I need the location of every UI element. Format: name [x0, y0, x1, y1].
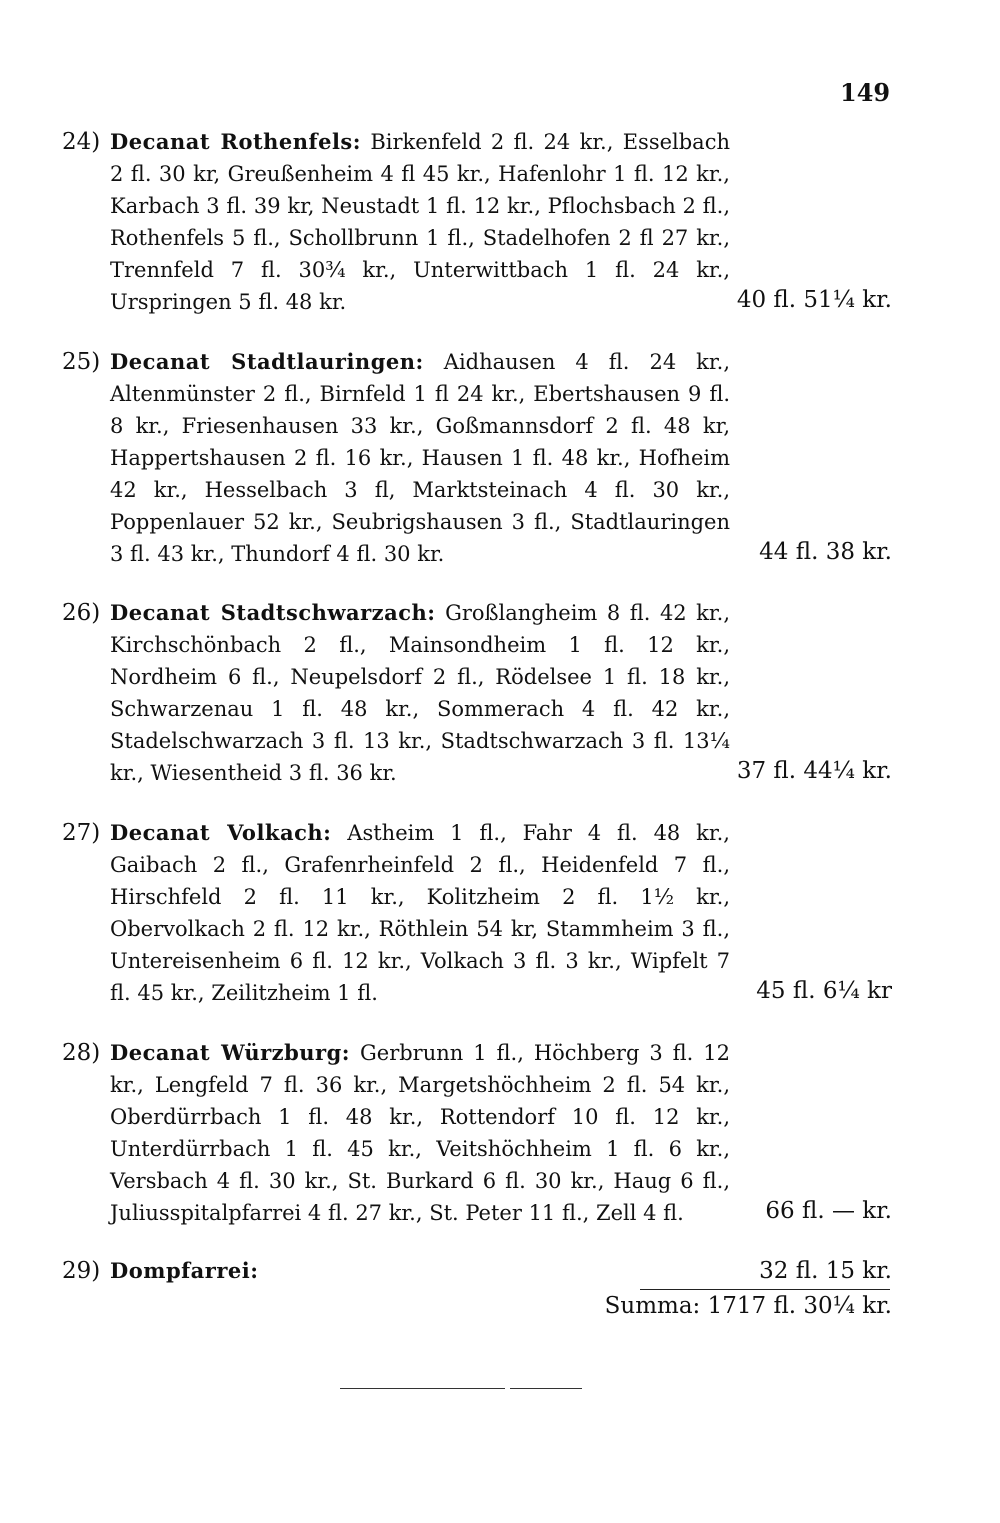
- entry-body: Gerbrunn 1 fl., Höchberg 3 fl. 12 kr., Lengfeld 7 fl. 36 kr., Margetshöchheim 2 fl. 54 kr., Oberdürrbach 1 fl. 48 kr., Rottendorf 10 fl. 12 kr., Unterdürrbach 1 fl. 45 kr., Veitshöchheim 1 fl. 6 kr., Versbach 4 fl. 30 kr., St. Burkard 6 fl. 30 kr., Haug 6 fl., Juliusspitalpfarrei 4 fl. 27 kr., St. Peter 11 fl., Zell 4 fl.: [110, 1041, 730, 1225]
- entry-number: 24): [62, 129, 101, 155]
- entry-body: Großlangheim 8 fl. 42 kr., Kirchschönbach 2 fl., Mainsondheim 1 fl. 12 kr., Nordheim 6 fl., Neupelsdorf 2 fl., Rödelsee 1 fl. 18 kr., Schwarzenau 1 fl. 48 kr., Sommerach 4 fl. 42 kr., Stadelschwarzach 3 fl. 13 kr., Stadtschwarzach 3 fl. 13¼ kr., Wiesentheid 3 fl. 36 kr.: [110, 601, 730, 785]
- entry-text: [110, 346, 730, 570]
- entry-body: Birkenfeld 2 fl. 24 kr., Esselbach 2 fl. 30 kr, Greußenheim 4 fl 45 kr., Hafenlohr 1 fl. 12 kr., Karbach 3 fl. 39 kr, Neustadt 1 fl. 12 kr., Pflochsbach 2 fl., Rothenfels 5 fl., Schollbrunn 1 fl., Stadelhofen 2 fl 27 kr., Trennfeld 7 fl. 30¾ kr., Unterwittbach 1 fl. 24 kr., Urspringen 5 fl. 48 kr.: [110, 130, 730, 314]
- entry-text: [110, 1255, 730, 1287]
- entry-total: 45 fl. 6¼ kr: [756, 978, 892, 1004]
- entry-heading: Decanat Stadtlauringen:: [110, 349, 424, 374]
- entry-total: 66 fl. — kr.: [765, 1198, 892, 1224]
- entry-text: [110, 1037, 730, 1229]
- entry-body: Astheim 1 fl., Fahr 4 fl. 48 kr., Gaibach 2 fl., Grafenrheinfeld 2 fl., Heidenfeld 7 fl., Hirschfeld 2 fl. 11 kr., Kolitzheim 2 fl. 1½ kr., Obervolkach 2 fl. 12 kr., Röthlein 54 kr, Stammheim 3 fl., Untereisenheim 6 fl. 12 kr., Volkach 3 fl. 3 kr., Wipfelt 7 fl. 45 kr., Zeilitzheim 1 fl.: [110, 821, 730, 1005]
- end-rule: [510, 1388, 582, 1389]
- entry-total: 44 fl. 38 kr.: [759, 539, 892, 565]
- entry-heading: Decanat Rothenfels:: [110, 129, 361, 154]
- entry-heading: Decanat Volkach:: [110, 820, 332, 845]
- entry-number: 25): [62, 349, 101, 375]
- entry-total: 40 fl. 51¼ kr.: [736, 287, 892, 313]
- entry-total: 37 fl. 44¼ kr.: [736, 758, 892, 784]
- entry-text: [110, 817, 730, 1009]
- entry-text: [110, 126, 730, 318]
- entry-number: 26): [62, 600, 101, 626]
- entry-heading: Decanat Würzburg:: [110, 1040, 351, 1065]
- entry-total: 32 fl. 15 kr.: [759, 1258, 892, 1284]
- end-rule: [340, 1388, 505, 1389]
- entry-body: Aidhausen 4 fl. 24 kr., Altenmünster 2 fl., Birnfeld 1 fl 24 kr., Ebertshausen 9 fl. 8 kr., Friesenhausen 33 kr., Goßmannsdorf 2 fl. 48 kr, Happertshausen 2 fl. 16 kr., Hausen 1 fl. 48 kr., Hofheim 42 kr., Hesselbach 3 fl, Marktsteinach 4 fl. 30 kr., Poppenlauer 52 kr., Seubrigshausen 3 fl., Stadtlauringen 3 fl. 43 kr., Thundorf 4 fl. 30 kr.: [110, 350, 730, 566]
- page-number: 149: [840, 78, 891, 107]
- entry-heading: Decanat Stadtschwarzach:: [110, 600, 436, 625]
- entry-heading: Dompfarrei:: [110, 1258, 259, 1283]
- entry-number: 27): [62, 820, 101, 846]
- entry-number: 28): [62, 1040, 101, 1066]
- summa-total: Summa: 1717 fl. 30¼ kr.: [604, 1293, 892, 1319]
- entry-text: [110, 597, 730, 789]
- entry-number: 29): [62, 1258, 101, 1284]
